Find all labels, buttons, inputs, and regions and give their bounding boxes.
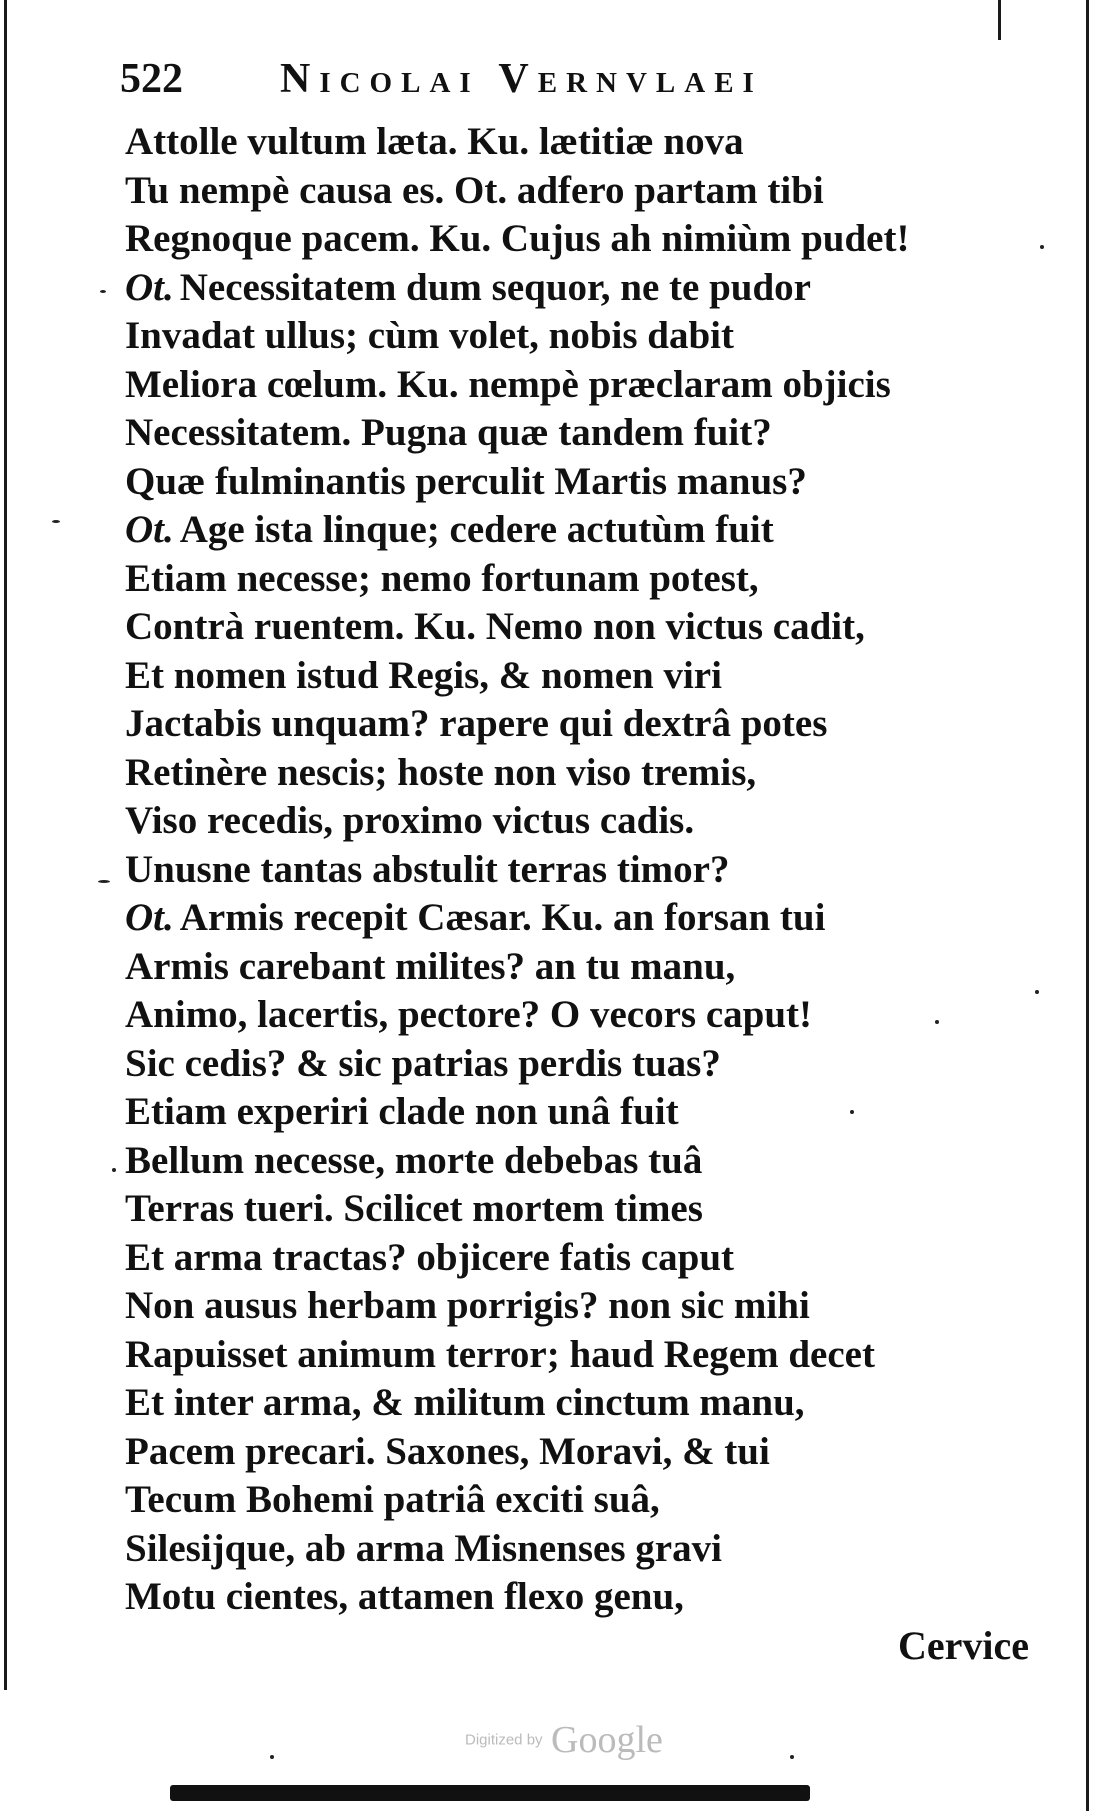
verse-line-text: Rapuisset animum terror; haud Regem decet <box>125 1332 875 1376</box>
verse-line <box>125 1379 1025 1428</box>
verse-line-text: Meliora cœlum. Ku. nempè præclaram objicis <box>125 362 891 406</box>
ink-speck <box>98 880 110 883</box>
verse-line-text: Armis carebant milites? an tu manu, <box>125 944 736 988</box>
running-title: Nicolai Vernvlaei <box>280 56 763 102</box>
speaker-label: Ot. <box>125 896 174 939</box>
verse-line <box>125 991 1025 1040</box>
ink-speck <box>850 1110 854 1114</box>
ink-speck <box>112 1168 116 1172</box>
verse-line <box>125 1573 1025 1622</box>
verse-line <box>125 215 1025 264</box>
scan-edge-bar <box>170 1785 810 1801</box>
verse-line <box>125 943 1025 992</box>
verse-line-text: Et nomen istud Regis, & nomen viri <box>125 653 722 697</box>
verse-line-text: Invadat ullus; cùm volet, nobis dabit <box>125 314 734 357</box>
verse-line-text: Sic cedis? & sic patrias perdis tuas? <box>125 1041 721 1085</box>
ink-speck <box>52 520 60 523</box>
verse-line-text: Pacem precari. Saxones, Moravi, & tui <box>125 1429 770 1473</box>
speaker-label: Ot. <box>125 508 174 551</box>
page-header <box>120 55 900 115</box>
verse-line-text: Viso recedis, proximo victus cadis. <box>125 799 695 842</box>
verse-line-text: Silesijque, ab arma Misnenses gravi <box>125 1526 722 1570</box>
verse-line-text: Quæ fulminantis perculit Martis manus? <box>125 459 807 503</box>
ink-speck <box>270 1755 274 1759</box>
verse-line <box>125 846 1025 895</box>
ink-speck <box>1035 990 1039 994</box>
verse-line <box>125 749 1025 798</box>
page-edge-right <box>1086 0 1089 1811</box>
verse-line-text: Unusne tantas abstulit terras timor? <box>125 847 730 891</box>
speaker-label: Ot. <box>125 265 174 309</box>
catchword: Cervice <box>898 1623 1030 1668</box>
verse-line-text: Age ista linque; cedere actutùm fuit <box>179 508 774 551</box>
verse-line-text: Tecum Bohemi patriâ exciti suâ, <box>125 1478 660 1521</box>
verse-line-text: Armis recepit Cæsar. Ku. an forsan tui <box>179 896 826 939</box>
verse-line <box>125 1040 1025 1089</box>
verse-line <box>125 167 1025 216</box>
page-number: 522 <box>120 56 183 102</box>
verse-line <box>125 1428 1025 1477</box>
ink-speck <box>100 290 106 293</box>
verse-line <box>125 1525 1025 1574</box>
verse-line <box>125 506 1025 555</box>
verse-line-text: Tu nempè causa es. Ot. adfero partam tibi <box>125 168 824 212</box>
verse-line <box>125 1137 1025 1186</box>
verse-line <box>125 652 1025 701</box>
watermark-brand: Google <box>551 1719 663 1761</box>
verse-line <box>125 1282 1025 1331</box>
verse-line <box>125 458 1025 507</box>
verse-line <box>125 312 1025 361</box>
verse-line-text: Et inter arma, & militum cinctum manu, <box>125 1381 805 1424</box>
verse-line-text: Etiam experiri clade non unâ fuit <box>125 1090 679 1133</box>
verse-line <box>125 1088 1025 1137</box>
verse-line-text: Jactabis unquam? rapere qui dextrâ potes <box>125 702 828 745</box>
verse-line-text: Etiam necesse; nemo fortunam potest, <box>125 556 759 600</box>
verse-line <box>125 894 1025 943</box>
ink-speck <box>790 1755 794 1759</box>
verse-line <box>125 361 1025 410</box>
verse-line-text: Terras tueri. Scilicet mortem times <box>125 1187 703 1230</box>
verse-line-text: Contrà ruentem. Ku. Nemo non victus cadit, <box>125 605 865 648</box>
verse-line <box>125 555 1025 604</box>
ink-speck <box>1040 245 1044 249</box>
verse-line <box>125 1185 1025 1234</box>
verse-line <box>125 264 1025 313</box>
verse-line-text: Regnoque pacem. Ku. Cujus ah nimiùm pudet! <box>125 217 910 260</box>
verse-line-text: Non ausus herbam porrigis? non sic mihi <box>125 1284 810 1327</box>
verse-text <box>125 118 1025 1622</box>
verse-line <box>125 1476 1025 1525</box>
verse-line-text: Animo, lacertis, pectore? O vecors caput! <box>125 993 813 1036</box>
verse-line-text: Bellum necesse, morte debebas tuâ <box>125 1138 703 1182</box>
verse-line-text: Attolle vultum læta. Ku. lætitiæ nova <box>125 120 744 163</box>
verse-line <box>125 409 1025 458</box>
verse-line <box>125 700 1025 749</box>
verse-line <box>125 603 1025 652</box>
digitized-watermark <box>465 1718 663 1762</box>
ink-speck <box>935 1020 939 1024</box>
verse-line <box>125 1234 1025 1283</box>
page-edge-left <box>4 0 7 1690</box>
verse-line-text: Retinère nescis; hoste non viso tremis, <box>125 750 757 794</box>
verse-line-text: Necessitatem dum sequor, ne te pudor <box>179 265 811 309</box>
watermark-prefix: Digitized by <box>465 1731 543 1749</box>
verse-line-text: Et arma tractas? objicere fatis caput <box>125 1235 735 1279</box>
verse-line <box>125 118 1025 167</box>
verse-line-text: Necessitatem. Pugna quæ tandem fuit? <box>125 411 772 454</box>
page-edge-top-right <box>998 0 1001 40</box>
verse-line <box>125 1331 1025 1380</box>
verse-line-text: Motu cientes, attamen flexo genu, <box>125 1575 684 1618</box>
verse-line <box>125 797 1025 846</box>
